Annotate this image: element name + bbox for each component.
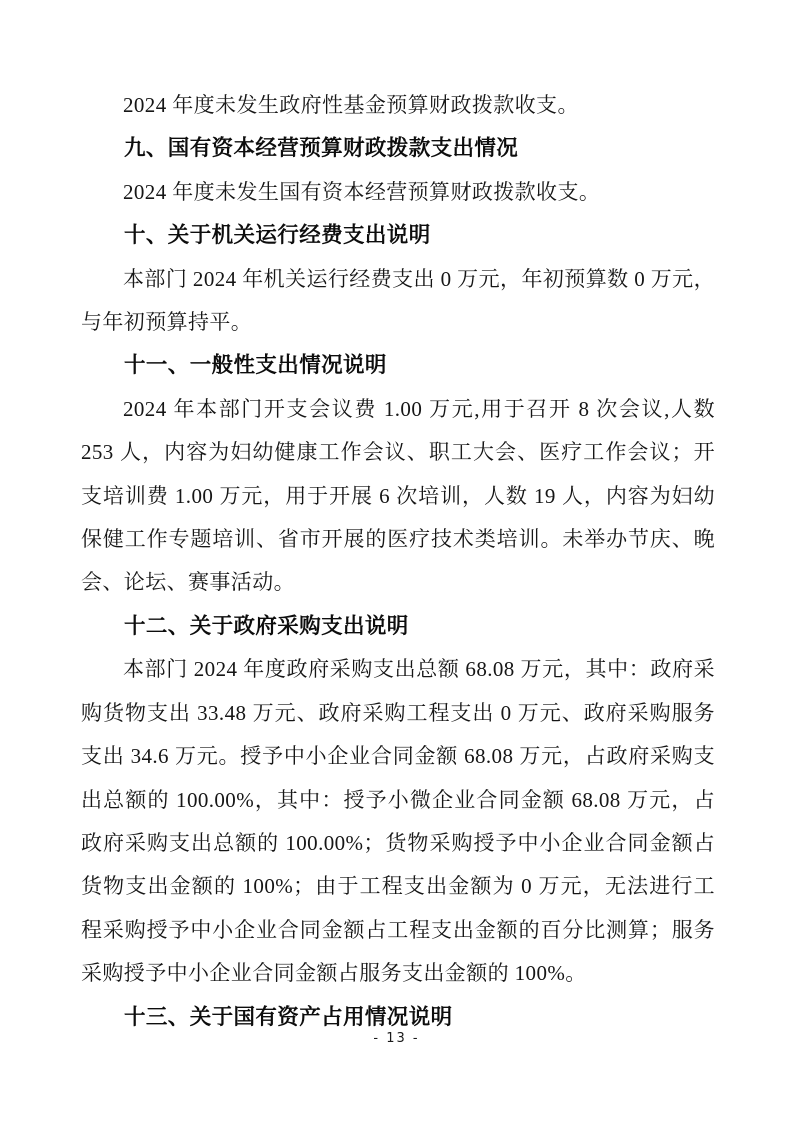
section-heading: 十三、关于国有资产占用情况说明	[124, 1004, 453, 1030]
body-paragraph: 本部门 2024 年机关运行经费支出 0 万元，年初预算数 0 万元，与年初预算持平。	[81, 266, 715, 335]
body-paragraph: 2024 年度未发生国有资本经营预算财政拨款收支。	[123, 179, 601, 204]
section-heading: 十一、一般性支出情况说明	[124, 353, 387, 379]
section-heading: 九、国有资本经营预算财政拨款支出情况	[124, 136, 519, 162]
section-heading: 十、关于机关运行经费支出说明	[124, 223, 431, 249]
body-paragraph: 2024 年本部门开支会议费 1.00 万元,用于召开 8 次会议,人数 253 人，内容为妇幼健康工作会议、职工大会、医疗工作会议；开支培训费 1.00 万元，用于开展 6 次培训，人数 19 人，内容为妇幼保健工作专题培训、省市开展的医疗技术类培训。未举办节庆、晚会、论坛、赛事活动。	[81, 396, 715, 595]
body-paragraph: 本部门 2024 年度政府采购支出总额 68.08 万元，其中：政府采购货物支出 33.48 万元、政府采购工程支出 0 万元、政府采购服务支出 34.6 万元。授予中小企业合同金额 68.08 万元，占政府采购支出总额的 100.00%，其中：授予小微企业合同金额 68.08 万元，占政府采购支出总额的 100.00%；货物采购授予中小企业合同金额占货物支出金额的 100%；由于工程支出金额为 0 万元，无法进行工程采购授予中小企业合同金额占工程支出金额的百分比测算；服务采购授予中小企业合同金额占服务支出金额的 100%。	[81, 657, 715, 986]
document-body	[81, 84, 715, 1039]
section-heading: 十二、关于政府采购支出说明	[124, 613, 409, 639]
body-paragraph: 2024 年度未发生政府性基金预算财政拨款收支。	[123, 93, 579, 117]
page-number: - 13 -	[373, 1031, 420, 1046]
